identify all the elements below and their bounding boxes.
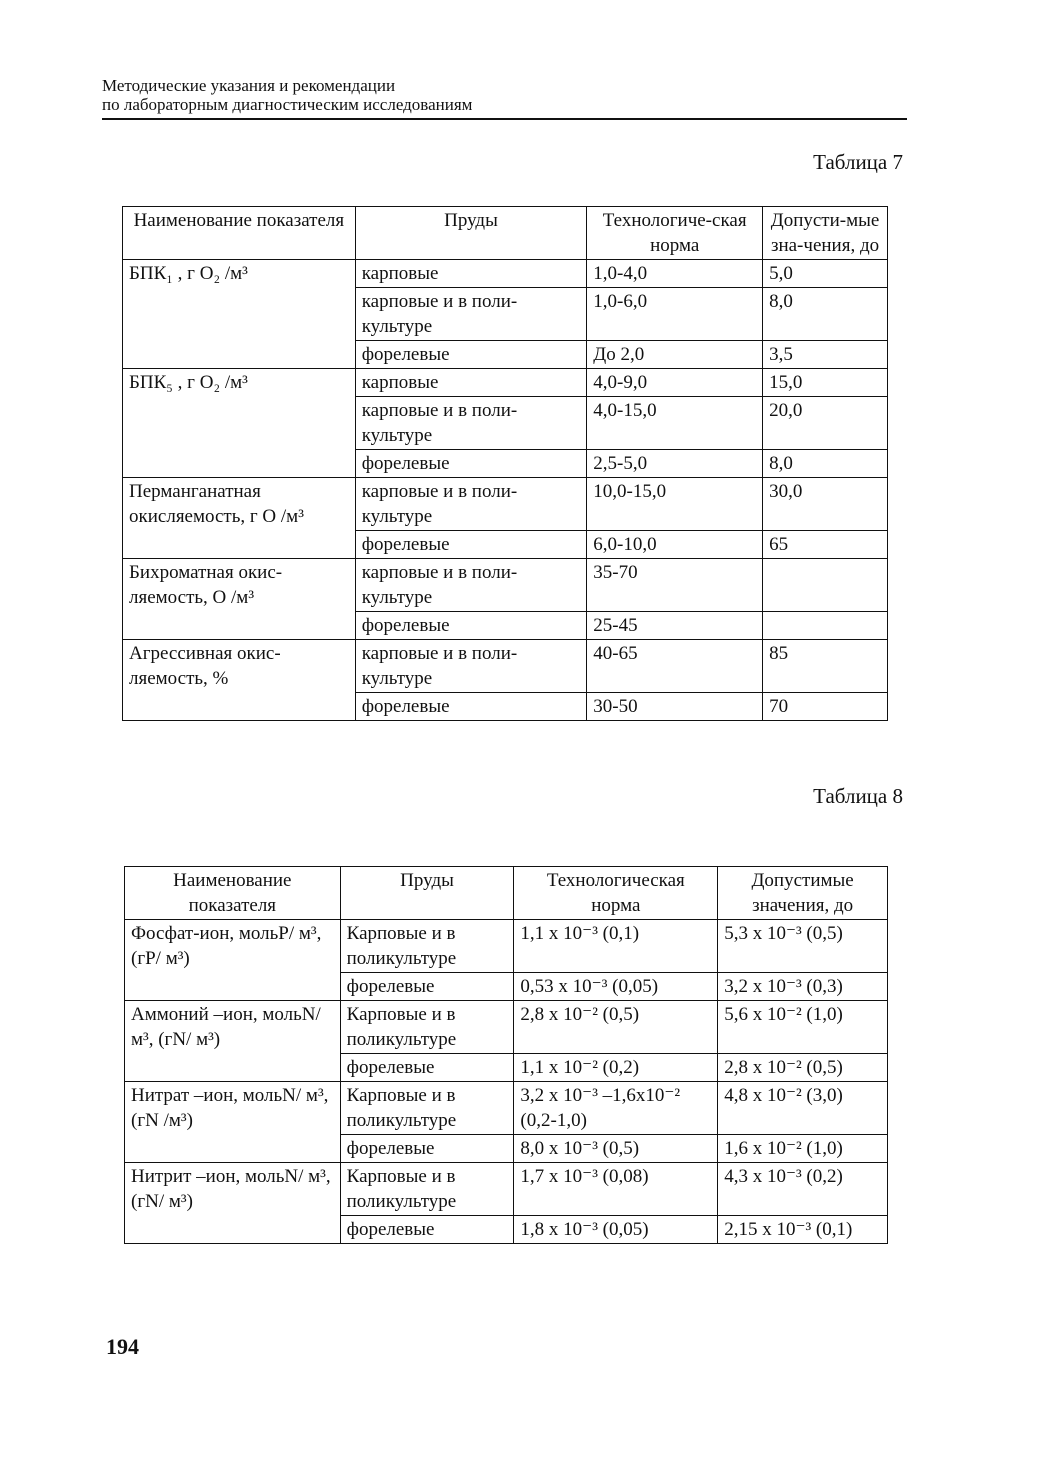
table-8: [124, 866, 888, 1244]
pond-cell: Карповые и в поликультуре: [340, 1163, 514, 1216]
column-header: Наименование показателя: [125, 867, 341, 920]
norm-cell: 0,53 х 10⁻³ (0,05): [514, 973, 718, 1001]
allowed-cell: 2,15 х 10⁻³ (0,1): [718, 1216, 888, 1244]
column-header: Технологическая норма: [514, 867, 718, 920]
norm-cell: 1,8 х 10⁻³ (0,05): [514, 1216, 718, 1244]
norm-cell: 10,0-15,0: [587, 478, 763, 531]
table-row: [125, 1001, 888, 1054]
column-header: Допустимые значения, до: [718, 867, 888, 920]
allowed-cell: 3,5: [763, 341, 888, 369]
pond-cell: Карповые и в поликультуре: [340, 920, 514, 973]
pond-cell: карповые и в поли-культуре: [355, 478, 587, 531]
pond-cell: карповые и в поли-культуре: [355, 397, 587, 450]
allowed-cell: 20,0: [763, 397, 888, 450]
pond-cell: форелевые: [340, 973, 514, 1001]
allowed-cell: 65: [763, 531, 888, 559]
allowed-cell: 15,0: [763, 369, 888, 397]
pond-cell: Карповые и в поликультуре: [340, 1001, 514, 1054]
table-row: [123, 369, 888, 397]
norm-cell: 30-50: [587, 693, 763, 721]
allowed-cell: 70: [763, 693, 888, 721]
pond-cell: форелевые: [355, 450, 587, 478]
allowed-cell: 5,6 х 10⁻² (1,0): [718, 1001, 888, 1054]
table-row: [123, 478, 888, 531]
column-header: Наименование показателя: [123, 207, 356, 260]
allowed-cell: 2,8 х 10⁻² (0,5): [718, 1054, 888, 1082]
table-8-header: [125, 867, 888, 920]
allowed-cell: 3,2 х 10⁻³ (0,3): [718, 973, 888, 1001]
table-7-body: [123, 260, 888, 721]
norm-cell: 8,0 х 10⁻³ (0,5): [514, 1135, 718, 1163]
table-row: [123, 260, 888, 288]
table-row: [123, 640, 888, 693]
norm-cell: 1,1 х 10⁻² (0,2): [514, 1054, 718, 1082]
norm-cell: 25-45: [587, 612, 763, 640]
pond-cell: форелевые: [355, 612, 587, 640]
allowed-cell: [763, 559, 888, 612]
allowed-cell: 5,0: [763, 260, 888, 288]
header-row: [123, 207, 888, 260]
column-header: Технологиче-ская норма: [587, 207, 763, 260]
norm-cell: 40-65: [587, 640, 763, 693]
allowed-cell: 1,6 х 10⁻² (1,0): [718, 1135, 888, 1163]
norm-cell: 2,5-5,0: [587, 450, 763, 478]
allowed-cell: 85: [763, 640, 888, 693]
indicator-cell: Перманганатная окисляемость, г О /м³: [123, 478, 356, 559]
page-number: 194: [106, 1334, 139, 1359]
pond-cell: форелевые: [355, 531, 587, 559]
indicator-cell: БПК₁ , г O₂ /м³: [123, 260, 356, 369]
allowed-cell: 30,0: [763, 478, 888, 531]
norm-cell: До 2,0: [587, 341, 763, 369]
indicator-cell: БПК₅ , г O₂ /м³: [123, 369, 356, 478]
pond-cell: форелевые: [355, 341, 587, 369]
allowed-cell: 5,3 х 10⁻³ (0,5): [718, 920, 888, 973]
column-header: Пруды: [340, 867, 514, 920]
pond-cell: карповые и в поли-культуре: [355, 640, 587, 693]
norm-cell: 4,0-9,0: [587, 369, 763, 397]
running-head-line-2: по лабораторным диагностическим исследованиям: [102, 95, 473, 114]
pond-cell: карповые и в поли-культуре: [355, 288, 587, 341]
indicator-cell: Бихроматная окис-ляемость, О /м³: [123, 559, 356, 640]
pond-cell: Карповые и в поликультуре: [340, 1082, 514, 1135]
pond-cell: карповые: [355, 260, 587, 288]
pond-cell: форелевые: [340, 1216, 514, 1244]
pond-cell: форелевые: [340, 1054, 514, 1082]
norm-cell: 1,0-6,0: [587, 288, 763, 341]
running-head-line-1: Методические указания и рекомендации: [102, 76, 396, 95]
table-7-header: [123, 207, 888, 260]
allowed-cell: [763, 612, 888, 640]
table-row: [123, 559, 888, 612]
table-8-body: [125, 920, 888, 1244]
norm-cell: 6,0-10,0: [587, 531, 763, 559]
table-7: [122, 206, 888, 721]
norm-cell: 2,8 х 10⁻² (0,5): [514, 1001, 718, 1054]
running-head: [102, 76, 907, 120]
indicator-cell: Фосфат-ион, мольР/ м³, (гР/ м³): [125, 920, 341, 1001]
allowed-cell: 4,8 х 10⁻² (3,0): [718, 1082, 888, 1135]
indicator-cell: Нитрит –ион, мольN/ м³, (гN/ м³): [125, 1163, 341, 1244]
allowed-cell: 4,3 х 10⁻³ (0,2): [718, 1163, 888, 1216]
table-8-caption: Таблица 8: [813, 784, 903, 808]
table-row: [125, 1082, 888, 1135]
indicator-cell: Нитрат –ион, мольN/ м³, (гN /м³): [125, 1082, 341, 1163]
norm-cell: 1,1 х 10⁻³ (0,1): [514, 920, 718, 973]
table-7-caption: Таблица 7: [813, 150, 903, 174]
norm-cell: 1,7 х 10⁻³ (0,08): [514, 1163, 718, 1216]
column-header: Допусти-мые зна-чения, до: [763, 207, 888, 260]
column-header: Пруды: [355, 207, 587, 260]
pond-cell: форелевые: [355, 693, 587, 721]
pond-cell: форелевые: [340, 1135, 514, 1163]
allowed-cell: 8,0: [763, 450, 888, 478]
norm-cell: 35-70: [587, 559, 763, 612]
norm-cell: 1,0-4,0: [587, 260, 763, 288]
indicator-cell: Аммоний –ион, мольN/ м³, (гN/ м³): [125, 1001, 341, 1082]
norm-cell: 4,0-15,0: [587, 397, 763, 450]
pond-cell: карповые и в поли-культуре: [355, 559, 587, 612]
pond-cell: карповые: [355, 369, 587, 397]
indicator-cell: Агрессивная окис-ляемость, %: [123, 640, 356, 721]
header-row: [125, 867, 888, 920]
table-row: [125, 920, 888, 973]
allowed-cell: 8,0: [763, 288, 888, 341]
norm-cell: 3,2 х 10⁻³ –1,6х10⁻² (0,2-1,0): [514, 1082, 718, 1135]
table-row: [125, 1163, 888, 1216]
